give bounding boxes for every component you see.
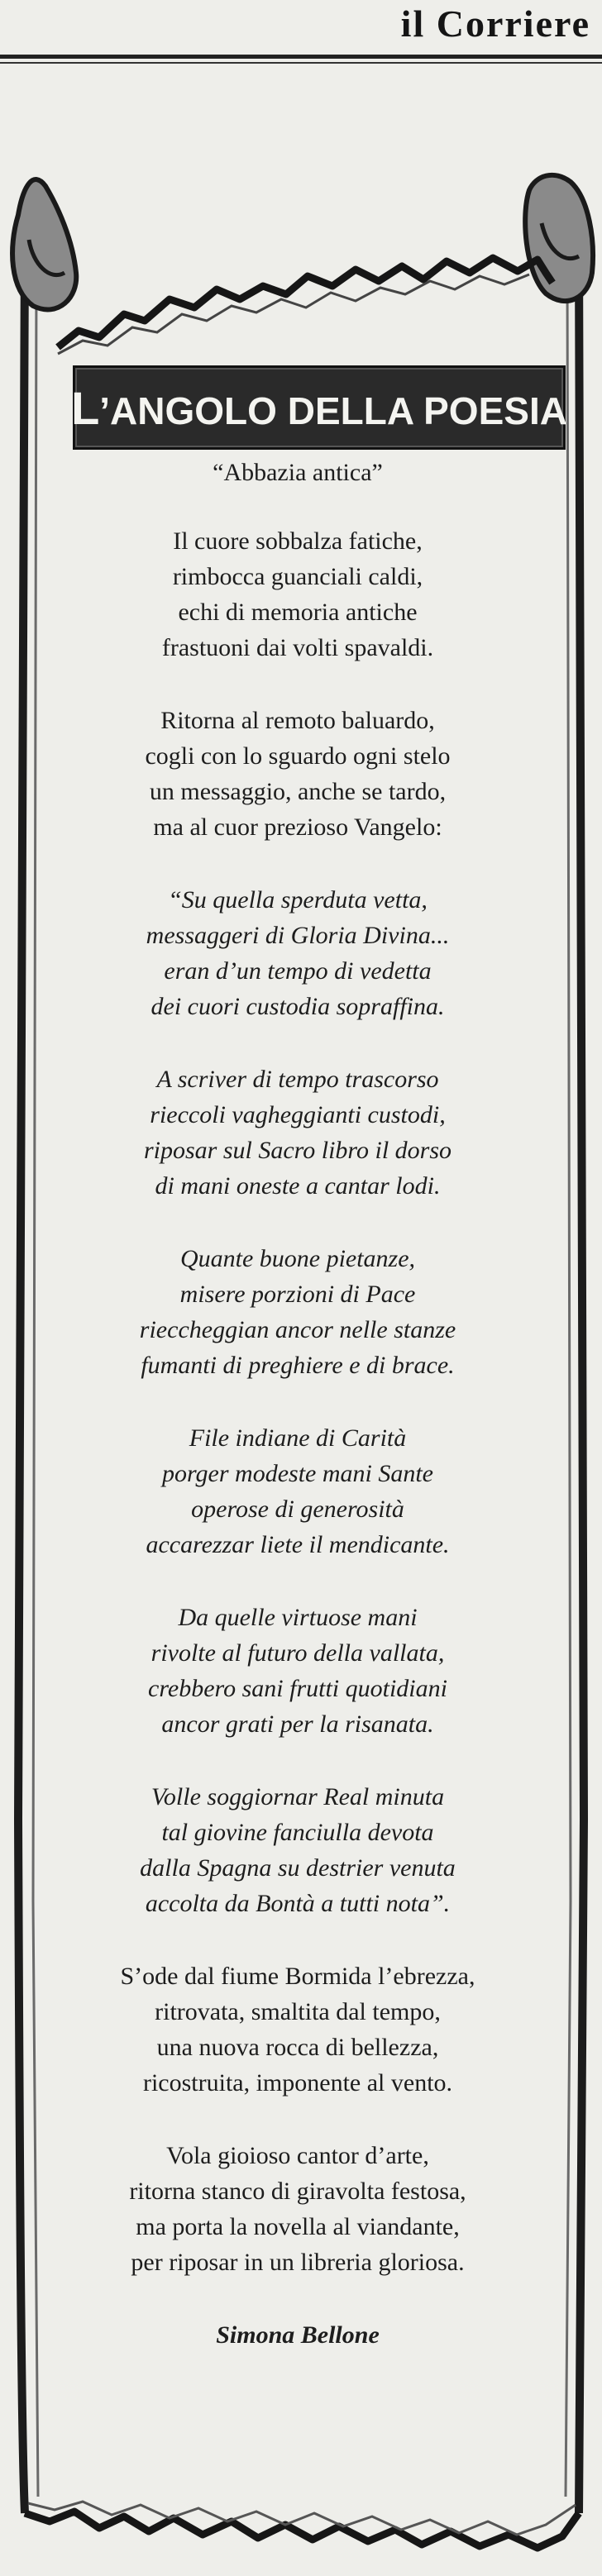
- stanza: [50, 1420, 546, 1562]
- stanza: [50, 1600, 546, 1742]
- poem-line: A scriver di tempo trascorso: [156, 1066, 439, 1093]
- poem-line: dalla Spagna su destrier venuta: [140, 1854, 456, 1882]
- poem-line: fumanti di preghiere e di brace.: [141, 1352, 455, 1379]
- poem-line: per riposar in un libreria gloriosa.: [131, 2249, 465, 2276]
- poem-line: messaggeri di Gloria Divina...: [146, 922, 450, 949]
- poem-line: rimbocca guanciali caldi,: [172, 563, 423, 590]
- poem-line: rivolte al futuro della vallata,: [150, 1639, 445, 1667]
- poem-line: ancor grati per la risanata.: [161, 1710, 434, 1738]
- poem-line: di mani oneste a cantar lodi.: [155, 1172, 441, 1200]
- poem-line: ma al cuor prezioso Vangelo:: [153, 813, 442, 841]
- stanza: [50, 1779, 546, 1921]
- stanza: [50, 1241, 546, 1383]
- poem-line: Volle soggiornar Real minuta: [150, 1783, 445, 1810]
- poem-line: frastuoni dai volti spavaldi.: [161, 634, 434, 661]
- poem-line: dei cuori custodia sopraffina.: [150, 993, 445, 1020]
- poem-line: Ritorna al remoto baluardo,: [160, 707, 435, 734]
- poem-line: ricostruita, imponente al vento.: [142, 2069, 453, 2097]
- poem-line: Da quelle virtuose mani: [178, 1604, 418, 1631]
- poem-line: ritorna stanco di giravolta festosa,: [129, 2178, 466, 2205]
- banner-rest: ’ANGOLO DELLA POESIA: [99, 389, 567, 432]
- stanza: [50, 882, 546, 1024]
- poem-line: riposar sul Sacro libro il dorso: [144, 1137, 452, 1164]
- poem-line: S’ode dal fiume Bormida l’ebrezza,: [120, 1963, 475, 1990]
- scroll-curl-right-icon: [525, 175, 593, 301]
- banner-initial: L: [71, 381, 100, 434]
- scroll-curl-left-icon: [12, 179, 76, 309]
- poem-line: una nuova rocca di bellezza,: [156, 2034, 439, 2061]
- poem-stanzas: [50, 523, 546, 2280]
- poem-line: “Su quella sperduta vetta,: [168, 886, 428, 914]
- poem-line: accarezzar liete il mendicante.: [146, 1531, 450, 1558]
- poem-title: “Abbazia antica”: [213, 459, 383, 486]
- poem-line: rieccheggian ancor nelle stanze: [139, 1316, 456, 1343]
- poem-line: ma porta la novella al viandante,: [136, 2213, 460, 2240]
- poem-line: un messaggio, anche se tardo,: [149, 778, 447, 805]
- newspaper-title: il Corriere: [400, 2, 590, 45]
- stanza: [50, 703, 546, 845]
- stanza: [50, 1061, 546, 1204]
- poem-line: porger modeste mani Sante: [161, 1460, 433, 1487]
- stanza: [50, 2138, 546, 2280]
- poem-line: ritrovata, smaltita dal tempo,: [155, 1998, 441, 2025]
- poem-line: accolta da Bontà a tutti nota”.: [145, 1890, 451, 1917]
- stanza: [50, 1958, 546, 2101]
- poem-line: Il cuore sobbalza fatiche,: [173, 527, 423, 555]
- poem-line: tal giovine fanciulla devota: [161, 1819, 434, 1846]
- section-banner-title: [71, 381, 567, 435]
- poem-line: operose di generosità: [191, 1496, 404, 1523]
- poem: [50, 455, 546, 2353]
- poem-line: misere porzioni di Pace: [179, 1281, 416, 1308]
- poem-line: rieccoli vagheggianti custodi,: [150, 1101, 446, 1128]
- poem-line: File indiane di Carità: [189, 1424, 407, 1452]
- poem-line: crebbero sani frutti quotidiani: [148, 1675, 447, 1702]
- stanza: [50, 523, 546, 665]
- poem-line: Vola gioioso cantor d’arte,: [166, 2142, 429, 2169]
- poem-line: eran d’un tempo di vedetta: [164, 957, 432, 985]
- section-banner: [73, 365, 566, 450]
- poem-line: Quante buone pietanze,: [179, 1245, 416, 1272]
- poem-author: Simona Bellone: [216, 2321, 380, 2349]
- poem-line: cogli con lo sguardo ogni stelo: [145, 742, 451, 770]
- poem-line: echi di memoria antiche: [178, 599, 418, 626]
